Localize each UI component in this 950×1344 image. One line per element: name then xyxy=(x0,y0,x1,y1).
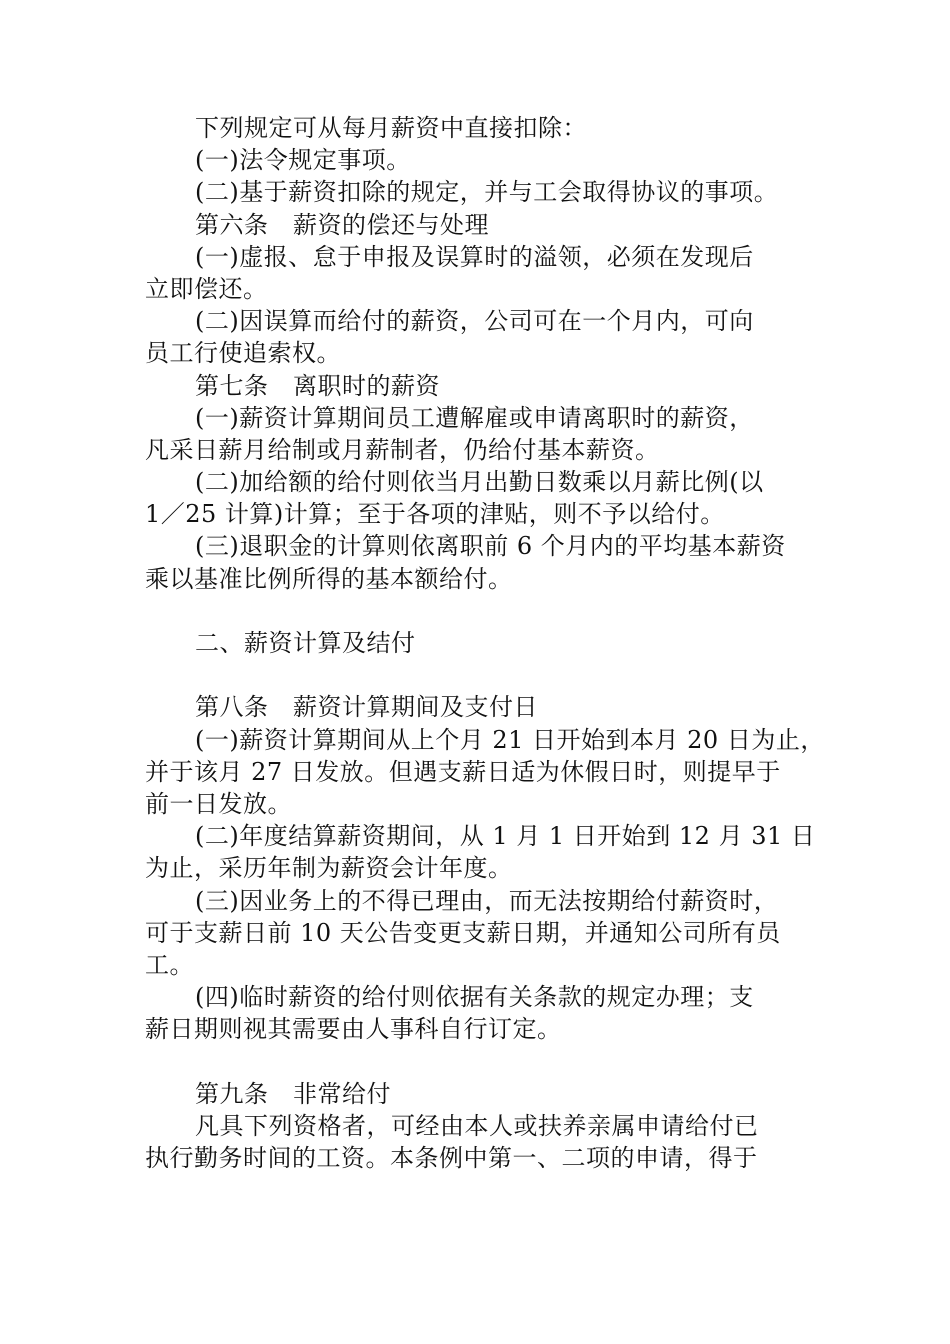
text-line: 薪日期则视其需要由人事科自行订定。 xyxy=(145,1015,562,1044)
text-line: 乘以基准比例所得的基本额给付。 xyxy=(145,564,513,593)
text-line: (二)加给额的给付则依当月出勤日数乘以月薪比例(以 xyxy=(195,468,764,497)
text-line: (一)薪资计算期间员工遭解雇或申请离职时的薪资， xyxy=(195,403,754,432)
article-heading: 第六条 薪资的偿还与处理 xyxy=(195,210,489,239)
text-line: (四)临时薪资的给付则依据有关条款的规定办理；支 xyxy=(195,983,754,1012)
text-line: 工。 xyxy=(145,950,194,979)
text-line: 立即偿还。 xyxy=(145,274,268,303)
text-line: (一)薪资计算期间从上个月 21 日开始到本月 20 日为止， xyxy=(195,725,825,754)
text-line: 执行勤务时间的工资。本条例中第一、二项的申请，得于 xyxy=(145,1144,758,1172)
blank-line xyxy=(145,659,810,691)
document-page xyxy=(145,112,825,1174)
text-line: 为止，采历年制为薪资会计年度。 xyxy=(145,854,513,883)
text-line: (三)退职金的计算则依离职前 6 个月内的平均基本薪资 xyxy=(195,532,786,561)
article-heading: 第九条 非常给付 xyxy=(195,1079,391,1108)
text-line: (一)法令规定事项。 xyxy=(195,146,411,175)
text-line: (三)因业务上的不得已理由，而无法按期给付薪资时， xyxy=(195,886,779,915)
text-line: (二)因误算而给付的薪资，公司可在一个月内，可向 xyxy=(195,307,754,336)
section-heading: 二、薪资计算及结付 xyxy=(195,629,416,657)
text-line: (二)年度结算薪资期间，从 1 月 1 日开始到 12 月 31 日 xyxy=(195,822,816,851)
text-line: 并于该月 27 日发放。但遇支薪日适为休假日时，则提早于 xyxy=(145,757,781,786)
text-line: 凡具下列资格者，可经由本人或扶养亲属申请给付已 xyxy=(195,1111,759,1140)
text-line: 前一日发放。 xyxy=(145,789,292,818)
text-line: 员工行使追索权。 xyxy=(145,339,341,368)
blank-line xyxy=(145,1045,810,1077)
text-line: (一)虚报、怠于申报及误算时的溢领，必须在发现后 xyxy=(195,242,754,271)
text-line: 1／25 计算)计算；至于各项的津贴，则不予以给付。 xyxy=(145,500,725,529)
text-line: (二)基于薪资扣除的规定，并与工会取得协议的事项。 xyxy=(195,178,779,207)
blank-line xyxy=(145,595,810,627)
text-line: 可于支薪日前 10 天公告变更支薪日期，并通知公司所有员 xyxy=(145,918,781,947)
text-line: 下列规定可从每月薪资中直接扣除： xyxy=(195,114,587,142)
article-heading: 第七条 离职时的薪资 xyxy=(195,371,440,400)
text-line: 凡采日薪月给制或月薪制者，仍给付基本薪资。 xyxy=(145,435,660,464)
article-heading: 第八条 薪资计算期间及支付日 xyxy=(195,693,538,722)
